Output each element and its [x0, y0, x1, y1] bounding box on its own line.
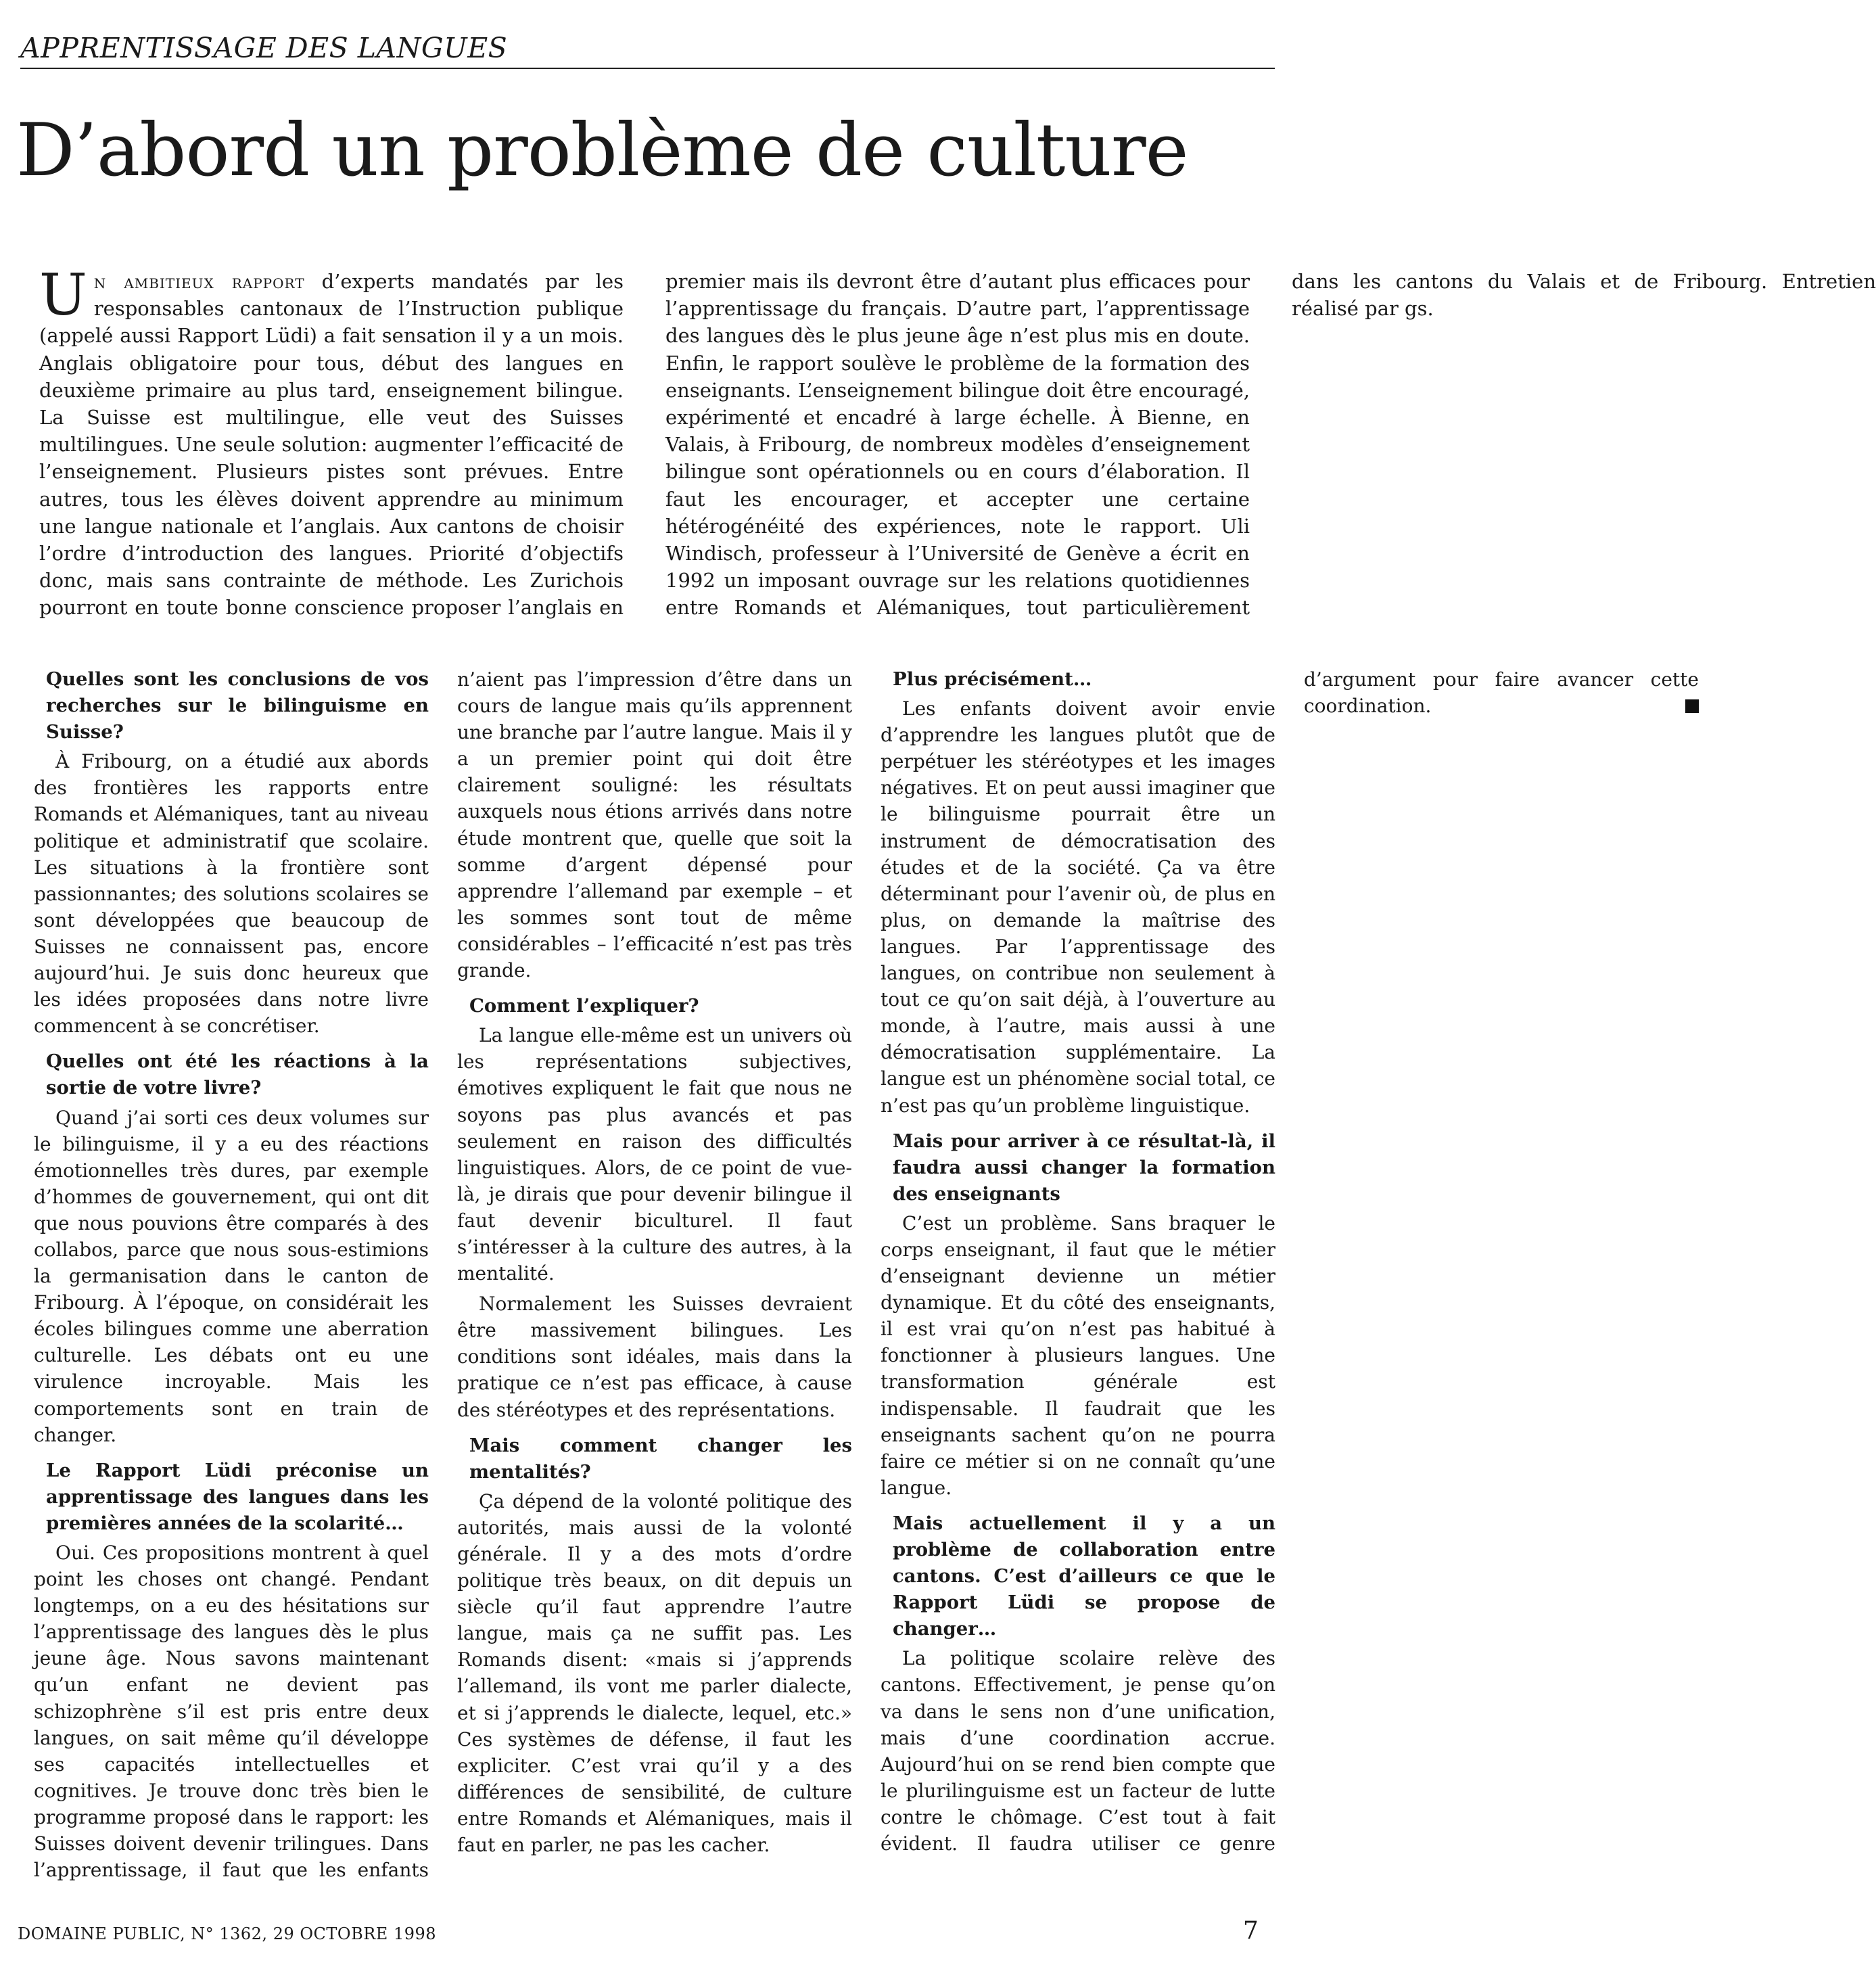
- interview-question: Plus précisément…: [893, 668, 1092, 690]
- interview-answer: Normalement les Suisses devraient être massivement bilingues. Les conditions sont idéales, mais dans la pratique ce n’est pas efficace, à cause des stéréotypes et des représentations.: [457, 1293, 852, 1421]
- interview-answer: À Fribourg, on a étudié aux abords des frontières les rapports entre Romands et Alémaniques, tant au niveau politique et administratif que scolaire. Les situations à la frontière sont passionnantes; des solutions scolaires se sont développées que beaucoup de Suisses ne connaissent pas, encore aujourd’hui. Je suis donc heureux que les idées proposées dans notre livre commencent à se concrétiser.: [34, 750, 429, 1038]
- interview-answer: Quand j’ai sorti ces deux volumes sur le bilinguisme, il y a eu des réactions émotionnelles très dures, par exemple d’hommes de gouvernement, qui ont dit que nous pouvions être comparés à des collabos, parce que nous sous-estimions la germanisation dans le canton de Fribourg. À l’époque, on considérait les écoles bilingues comme une aberration culturelle. Les débats ont eu une virulence incroyable. Mais les comportements sont en train de changer.: [34, 1106, 429, 1446]
- interview-question: Quelles ont été les réactions à la sortie de votre livre?: [46, 1050, 429, 1099]
- interview-question: Mais pour arriver à ce résultat-là, il faudra aussi changer la formation des enseignants: [893, 1130, 1275, 1205]
- end-of-article-mark: [1685, 699, 1699, 713]
- drop-cap: U: [39, 262, 87, 328]
- interview-answer: C’est un problème. Sans braquer le corps enseignant, il faut que le métier d’enseignant devienne un métier dynamique. Et du côté des enseignants, il est vrai qu’on n’est pas habitué à fonctionner à plusieurs langues. Une transformation générale est indispensable. Il faudrait que les enseignants sachent qu’on ne pourra faire ce métier si on ne connaît qu’une langue.: [881, 1211, 1275, 1499]
- interview-answer: Oui. Ces propositions montrent à quel point les choses ont changé. Pendant longtemps, on a eu des hésitations sur l’apprentissage des langues dès le plus jeune âge. Nous savons maintenant qu’un enfant ne devient pas schizophrène s’il est pris entre deux langues, on sait même qu’il développe ses capacités intellectuelles et cognitives. Je trouve donc très bien le programme proposé dans le rapport: les Suisses doivent devenir trilingues. Dans l’apprentissage, il faut que les enfants n’aient pas l’impression d’être dans un cours de langue mais qu’ils apprennent une branche par l’autre langue. Mais il y a un premier point qui doit être clairement souligné: les résultats auxquels nous étions arrivés dans notre étude montrent que, quelle que soit la somme d’argent dépensé pour apprendre l’allemand par exemple – et les sommes sont tout de même considérables – l’efficacité n’est pas très grande.: [34, 668, 852, 1882]
- interview-question: Mais comment changer les mentalités?: [469, 1434, 852, 1483]
- final-answer-text: La politique scolaire relève des cantons. Effectivement, je pense qu’on va dans le sens non d’une unification, mais d’une coordination accrue. Aujourd’hui on se rend bien compte que le plurilinguisme est un facteur de lutte contre le chômage. C’est tout à fait évident. Il faudra utiliser ce genre d’argument pour faire avancer cette coordination.: [881, 668, 1699, 1855]
- intro-text: d’experts mandatés par les responsables cantonaux de l’Instruction publique (appelé aussi Rapport Lüdi) a fait sensation il y a un mois. Anglais obligatoire pour tous, début des langues en deuxième primaire au plus tard, enseignement bilingue. La Suisse est multilingue, elle veut des Suisses multilingues. Une seule solution: augmenter l’efficacité de l’enseignement. Plusieurs pistes sont prévues. Entre autres, tous les élèves doivent apprendre au minimum une langue nationale et l’anglais. Aux cantons de choisir l’ordre d’introduction des langues. Priorité d’objectifs donc, mais sans contrainte de méthode. Les Zurichois pourront en toute bonne conscience proposer l’anglais en premier mais ils devront être d’autant plus efficaces pour l’apprentissage du français. D’autre part, l’apprentissage des langues dès le plus jeune âge n’est plus mis en doute. Enfin, le rapport soulève le problème de la formation des enseignants. L’enseignement bilingue doit être encouragé, expérimenté et encadré à large échelle. À Bienne, en Valais, à Fribourg, de nombreux modèles d’enseignement bilingue sont opérationnels ou en cours d’élaboration. Il faut les encourager, et accepter une certaine hétérogénéité des expériences, note le rapport. Uli Windisch, professeur à l’Université de Genève a écrit en 1992 un imposant ouvrage sur les relations quotidiennes entre Romands et Alémaniques, tout particulièrement dans les cantons du Valais et de Fribourg. Entretien réalisé par gs.: [39, 270, 1876, 620]
- interview-question: Comment l’expliquer?: [469, 995, 699, 1017]
- interview-answer: Ça dépend de la volonté politique des autorités, mais aussi de la volonté générale. Il y a des mots d’ordre politique très beaux, on dit depuis un siècle qu’il faut apprendre l’autre langue, mais ça ne suffit pas. Les Romands disent: «mais si j’apprends l’allemand, ils vont me parler dialecte, et si j’apprends le dialecte, lequel, etc.» Ces systèmes de défense, il faut les expliciter. C’est vrai qu’il y a des différences de sensibilité, de culture entre Romands et Alémaniques, mais il faut en parler, ne pas les cacher.: [457, 1489, 852, 1857]
- section-rubric: APPRENTISSAGE DES LANGUES: [20, 31, 1275, 69]
- interview-answer: La langue elle-même est un univers où les représentations subjectives, émotives expliquent le fait que nous ne soyons pas plus avancés et pas seulement en raison des difficultés linguistiques. Alors, de ce point de vue-là, je dirais que pour devenir bilingue il faut devenir biculturel. Il faut s’intéresser à la culture des autres, à la mentalité.: [457, 1024, 852, 1285]
- interview-body: [34, 666, 1699, 1884]
- article-headline: D’abord un problème de culture: [16, 108, 1188, 193]
- article-intro: [39, 262, 1876, 647]
- interview-question: Quelles sont les conclusions de vos recherches sur le bilinguisme en Suisse?: [46, 668, 429, 743]
- intro-paragraph: [39, 262, 1876, 647]
- publication-footer: DOMAINE PUBLIC, N° 1362, 29 OCTOBRE 1998: [18, 1924, 437, 1943]
- interview-question: Mais actuellement il y a un problème de collaboration entre cantons. C’est d’ailleurs ce que le Rapport Lüdi se propose de changer…: [893, 1512, 1275, 1640]
- intro-lead-words: n ambitieux rapport: [93, 270, 305, 293]
- page-number: 7: [1243, 1917, 1259, 1945]
- interview-question: Le Rapport Lüdi préconise un apprentissage des langues dans les premières années de la scolarité…: [46, 1459, 429, 1534]
- interview-answer: Les enfants doivent avoir envie d’apprendre les langues plutôt que de perpétuer les stéréotypes et les images négatives. Et on peut aussi imaginer que le bilinguisme pourrait être un instrument de démocratisation des études et de la société. Ça va être déterminant pour l’avenir où, de plus en plus, on demande la maîtrise des langues. Par l’apprentissage des langues, on contribue non seulement à tout ce qu’on sait déjà, à l’ouverture au monde, à l’autre, mais aussi à une démocratisation supplémentaire. La langue est un phénomène social total, ce n’est pas qu’un problème linguistique.: [881, 697, 1275, 1117]
